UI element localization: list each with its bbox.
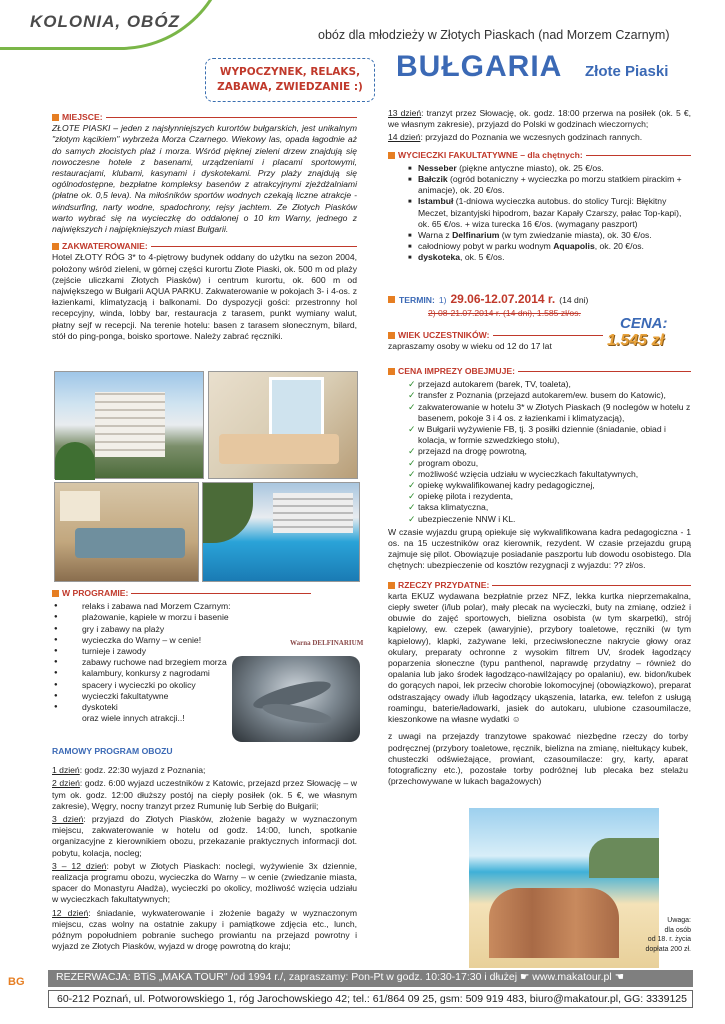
section-rzeczy-przydatne: RZECZY PRZYDATNE: (388, 580, 691, 591)
day-item: 3 – 12 dzień: pobyt w Złotych Piaskach: noclegi, wyżywienie 3x dziennie, realizacja programu obozu, wycieczka do Warny – w cenie (zwiedzanie miasta, spacer do Monastyru Aładża), wycieczki po okolicy, możliwość wzięcia udziału w wycieczkach fakultatywnych; (52, 860, 358, 905)
right-column (388, 108, 691, 266)
wiek-text: zapraszamy osoby w wieku od 12 do 17 lat (388, 341, 552, 352)
list-item: ✓ opiekę pilota i rezydenta, (388, 491, 691, 502)
list-item: ✓ zakwaterowanie w hotelu 3* w Złotych Piaskach (9 noclegów w hotelu z basenem, pokoje 3 i 4 os. z łazienkami i klimatyzacją), (388, 402, 691, 424)
list-item: ✓ transfer z Poznania (przejazd autokarem/ew. busem do Katowic), (388, 390, 691, 401)
destination-subtitle: Złote Piaski (585, 63, 669, 80)
termin-label: TERMIN: (399, 295, 435, 305)
list-item: oraz wiele innych atrakcji..! (82, 713, 185, 724)
termin-date: 29.06-12.07.2014 r. (450, 292, 556, 306)
section-wiek: WIEK UCZESTNIKÓW: (388, 330, 603, 341)
day-item: 12 dzień: śniadanie, wykwaterowanie i złożenie bagaży w wyznaczonym miejscu, czas wolny na ostatnie zakupy i pamiątkowe zdjęcia etc., lunch, późnym popołudniem pobranie suchego prowiantu na przejazd powrotny i wyjazd ze Złotych Piasków, wyjazd w drogę powrotną do kraju; (52, 907, 357, 952)
rzeczy-text: karta EKUZ wydawana bezpłatnie przez NFZ, lekka kurtka nieprzemakalna, ciepły sweter (i/lub polar), mały plecak na wycieczki, buty na zmianę, odzież i obuwie do zajęć sportowych, bielizna osobista (w tym skarpetki), strój kąpielowy, ew. czepek (awaryjnie), przybory toaletowe, ręczniki (w tym kąpielowy), klapki, zażywane leki, przeciwsłoneczne nakrycie głowy oraz okulary, preparaty ochronne z wysokim filtrem UV, środek łagodzący poparzenia słoneczne (typu panthenol, naprawdę przydatny – również do opalania lub jako środek łagodząco-nawilżający po opalaniu), ew. bidon/kubek do gorących napoi, lek przeciw chorobie lokomocyjnej (obowiązkowo), preparat odstraszający owady i/lub łagodzący ukąszenia, latarka, ew. telefon z usługą roamingu, baterie/ładowarki, jasiek do autokaru, ulubione czasoumilacze, kieszonkowe na własne wydatki ☺ (388, 590, 691, 725)
list-item: ● dyskoteki (52, 702, 232, 713)
destination-title: BUŁGARIA (396, 50, 563, 83)
list-item: ✓ w Bułgarii wyżywienie FB, tj. 3 posiłki dziennie (śniadanie, obiad i kolacja, w formie szwedzkiego stołu), (388, 424, 691, 446)
miejsce-text: ZŁOTE PIASKI – jeden z najsłynniejszych kurortów bułgarskich, jest unikalnym "złotym kącikiem" wybrzeża Morza Czarnego. Wiekowy las, opada łagodnie aż do samych złocistych plaż i morza. Wśród pięknej zieleni drzew znajdują się nowoczesne hotele z basenami, urządzeniami i placami sportowymi, restauracjami, klubami, kasynami i dyskotekami. Przy plaży znajdują się ogólnodostępne, bezpłatne kompleksy basenów z atrakcyjnymi zjeżdżalniami (płatne ok. 0,5 leva). Na miłośników sportów wodnych czekają liczne atrakcje - windsurfing, narty wodne, spadochrony, rejsy jachtem. Ze Złotych Piasków warto wybrać się na wycieczkę do oddalonej o 10 km Warny, jednego z największych i najpiękniejszych miast Bułgarii. (52, 123, 357, 235)
contact-address: 60-212 Poznań, ul. Potworowskiego 1, róg Jarochowskiego 42; tel.: 61/864 09 25, gsm: 509 919 483, biuro@makatour.pl, GG: 3339125 (48, 990, 693, 1008)
list-item: ● kalambury, konkursy z nagrodami (52, 668, 232, 679)
section-w-programie: W PROGRAMIE: (52, 588, 357, 599)
hotel-room-photo-1 (208, 371, 358, 479)
ramowy-heading: RAMOWY PROGRAM OBOZU (52, 746, 173, 756)
list-item: ■ Istambuł (1-dniowa wycieczka autobus. do stolicy Turcji: Błękitny Meczet, bizantyjski hipodrom, bazar Kapały Czarszy, pałac Top-kapi), ok. 65 €/os. + wiza turecka 16 €/os. (wymagany paszport) (388, 196, 691, 230)
country-tag: BG (8, 976, 25, 988)
list-item: ● turnieje i zawody (52, 646, 232, 657)
hotel-pool-photo (202, 482, 360, 582)
termin-option-1: 1) (438, 295, 447, 305)
list-item: ● wycieczka do Warny – w cenie! (52, 635, 232, 646)
delfinarium-caption: Warna DELFINARIUM (290, 639, 364, 647)
list-item: ● gry i zabawy na plaży (52, 624, 232, 635)
day-item: 1 dzień: godz. 22:30 wyjazd z Poznania; (52, 765, 206, 776)
termin-option-2: 2) 08-21.07.2014 r. (14 dni), 1.585 zł/os. (428, 308, 581, 318)
section-cena-obejmuje: CENA IMPREZY OBEJMUJE: (388, 366, 691, 377)
price-label: CENA: (620, 315, 668, 332)
hotel-room-photo-2 (54, 482, 199, 582)
hotel-exterior-photo (54, 371, 204, 479)
program-list (52, 601, 232, 724)
day-14: 14 dzień: przyjazd do Poznania we wczesnych godzinach rannych. (388, 132, 643, 143)
list-item: ■ Nesseber (piękne antyczne miasto), ok. 25 €/os. (388, 163, 691, 174)
motto-line-1: WYPOCZYNEK, RELAKS, (219, 66, 361, 78)
list-item: ✓ przejazd autokarem (barek, TV, toaleta), (388, 379, 691, 390)
day-item: 3 dzień: przyjazd do Złotych Piasków, złożenie bagaży w wyznaczonym miejscu, zakwaterowanie w hotelu od godz. 14:00, lunch, spotkanie organizacyjne z kierownikiem obozu, przekazanie praktycznych informacji dot. pobytu, kolacja, nocleg; (52, 814, 357, 858)
motto-box (205, 58, 375, 102)
list-item: ✓ przejazd na drogę powrotną, (388, 446, 691, 457)
wiek-section (388, 326, 603, 354)
list-item: ● relaks i zabawa nad Morzem Czarnym: (52, 601, 232, 612)
list-item: ✓ taksa klimatyczna, (388, 502, 691, 513)
page-subtitle: obóz dla młodzieży w Złotych Piaskach (nad Morzem Czarnym) (318, 28, 670, 42)
list-item: ✓ ubezpieczenie NNW i KL. (388, 514, 691, 525)
reservation-bar: REZERWACJA: BTiS „MAKA TOUR" /od 1994 r./, zapraszamy: Pon-Pt w godz. 10:30-17:30 i dłużej ☛ www.makatour.pl ☚ (48, 970, 693, 987)
price-value: 1.545 zł (607, 332, 664, 349)
zakwaterowanie-text: Hotel ZŁOTY RÓG 3* to 4-piętrowy budynek oddany do użytku na sezon 2004, położony wśród zieleni, w górnej części kurortu Złote Piaski, ok. 500 m od plaży (zejście uliczkami Złotych Piasków) i centrum kurortu, ok. 600 m od największego w Bułgarii AQUA PARKU. Zakwaterowanie w pokojach 3- i 4-os. z łazienkami, klimatyzacją i balkonami. Do dyspozycji gości: przestronny hol recepcyjny, winda, lobby bar, restauracja z tarasem, punkt wymiany walut, płatny sejf w recepcji. Na terenie hotelu: basen z tarasem słonecznym, bilard, stół do ping-ponga, boisko sportowe. Należy zabrać ręczniki. (52, 252, 357, 341)
list-item: ● spacery i wycieczki po okolicy (52, 680, 232, 691)
section-wycieczki-fakultatywne: WYCIECZKI FAKULTATYWNE – dla chętnych: (388, 150, 691, 161)
uwaga-text: z uwagi na przejazdy tranzytowe spakować niezbędne rzeczy do torby podręcznej (przybory toaletowe, ręcznik, bielizna na zmianę, niełtukący kubek, chusteczki odświeżające, prowiant, czasoumilacze: gry, karty, aparat fotograficzny etc.), pozostałe torby podróżnej lub plecaka bez stelażu (przechowywane w lukach bagażowych) (388, 731, 688, 787)
list-item: ● plażowanie, kąpiele w morzu i basenie (52, 612, 232, 623)
list-item: ✓ możliwość wzięcia udziału w wycieczkach fakultatywnych, (388, 469, 691, 480)
age-note: Uwaga: dla osób od 18. r. życia dopłata 200 zł. (645, 917, 691, 953)
dolphin-photo (232, 656, 360, 742)
brand-title: KOLONIA, OBÓZ (30, 12, 180, 31)
list-item: ✓ opiekę wykwalifikowanej kadry pedagogicznej, (388, 480, 691, 491)
list-item: ● zabawy ruchowe nad brzegiem morza (52, 657, 232, 668)
left-column (52, 108, 357, 344)
day-item: 2 dzień: godz. 6:00 wyjazd uczestników z Katowic, przejazd przez Słowację – w tym ok. godz. 12:00 dłuższy postój na ciepły posiłek (ok. 5 €, we własnym zakresie), Węgry, nocny tranzyt przez Rumunię lub Serbię do Bułgarii; (52, 778, 357, 811)
fakultatywne-list (388, 163, 691, 264)
day-13: 13 dzień: tranzyt przez Słowację, ok. godz. 18:00 przerwa na posiłek (ok. 5 €, we własnym zakresie), przyjazd do Polski w godzinach wieczornych; (388, 108, 691, 130)
section-zakwaterowanie: ZAKWATEROWANIE: (52, 241, 357, 252)
termin-days: (14 dni) (559, 295, 589, 305)
list-item: ● wycieczki fakultatywne (52, 691, 232, 702)
cena-list (388, 379, 691, 525)
list-item: ■ Warna z Delfinarium (w tym zwiedzanie miasta), ok. 30 €/os. (388, 230, 691, 241)
cena-note: W czasie wyjazdu grupą opiekuje się wykwalifikowana kadra pedagogiczna - 1 os. na 15 uczestników oraz kierownik, rezydent. W czasie przejazdu grupą zajmuje się pilot. Obowiązuje posiadanie paszportu lub dowodu osobistego. Dla chętnych: ubezpieczenie od kosztów rezygnacji z wyjazdu: ?? zł/os. (388, 526, 691, 571)
list-item: ✓ program obozu, (388, 458, 691, 469)
motto-line-2: ZABAWA, ZWIEDZANIE :) (217, 81, 363, 93)
section-miejsce: MIEJSCE: (52, 112, 357, 123)
cena-section (388, 362, 691, 789)
list-item: ■ całodniowy pobyt w parku wodnym Aquapolis, ok. 20 €/os. (388, 241, 691, 252)
ramowy-program (52, 746, 357, 954)
list-item: ■ Bałczik (ogród botaniczny + wycieczka po morzu statkiem pirackim + animacje), ok. 20 €/os. (388, 174, 691, 196)
list-item: ■ dyskoteka, ok. 5 €/os. (388, 252, 691, 263)
